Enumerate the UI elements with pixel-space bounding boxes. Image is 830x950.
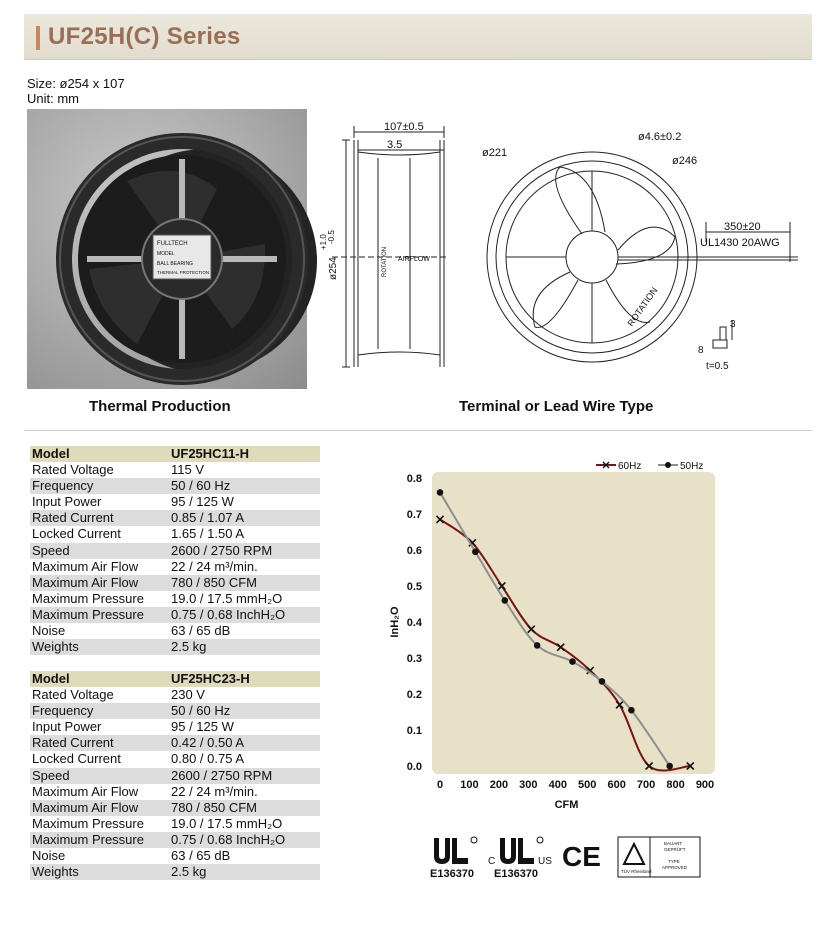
spec-value: 230 V [171,687,205,703]
spec-value: 2600 / 2750 RPM [171,767,273,783]
x-tick-label: 200 [489,779,509,791]
table-row [30,494,320,510]
spec-value: 115 V [171,462,205,478]
model-value: UF25HC11-H [171,446,250,461]
table-row [30,543,320,559]
table-header-row [30,671,320,687]
spec-label: Weights [32,864,79,880]
spec-value: 780 / 850 CFM [171,574,257,590]
spec-label: Maximum Air Flow [32,799,139,815]
side-rotation-label: ROTATION [382,246,388,277]
spec-value: 22 / 24 m³/min. [171,783,258,799]
y-tick-label: 0.8 [406,473,422,485]
spec-label: Input Power [32,494,102,510]
spec-label: Maximum Pressure [32,606,144,622]
table-row [30,832,320,848]
x-tick-label: 500 [578,779,597,791]
spec-label: Frequency [32,478,94,494]
spec-value: 95 / 125 W [171,494,234,510]
cul-us: US [538,856,552,867]
table-row [30,719,320,735]
table-row [30,735,320,751]
front-view [487,152,798,362]
ce-mark-icon: CE [562,841,601,872]
dim-term-t: t=0.5 [706,361,729,372]
tuv-logo-icon [618,837,700,877]
data-point-50hz [501,597,508,604]
spec-label: Maximum Air Flow [32,558,139,574]
spec-label: Rated Current [32,510,114,526]
fan-label-protect: THERMAL PROTECTION [157,270,210,275]
cul-c: C [488,856,496,867]
spec-table-uf25hc23 [30,671,320,880]
dim-depth: 107±0.5 [384,121,424,133]
y-tick-label: 0.0 [406,761,422,773]
model-label: Model [32,446,70,461]
x-tick-label: 100 [460,779,479,791]
table-row [30,510,320,526]
table-row [30,591,320,607]
tuv-name: TÜV Rheinland [621,869,652,874]
legend-label-50hz: 50Hz [680,461,704,472]
caption-drawing: Terminal or Lead Wire Type [459,398,654,415]
table-row [30,526,320,542]
table-row [30,607,320,623]
dimension-drawing [320,112,810,377]
spec-value: 2.5 kg [171,639,207,655]
table-row [30,687,320,703]
spec-label: Rated Voltage [32,687,114,703]
spec-value: 0.42 / 0.50 A [171,735,245,751]
dim-diameter: ø254 [328,257,339,280]
ul-code: E136370 [430,868,475,880]
dim-tol-plus: +1.0 [319,234,328,250]
data-point-50hz [534,642,541,649]
spec-value: 95 / 125 W [171,719,234,735]
spec-label: Frequency [32,703,94,719]
y-tick-label: 0.3 [406,653,422,665]
table-row [30,703,320,719]
ul-logo-icon [434,837,477,864]
table-row [30,575,320,591]
y-tick-label: 0.6 [406,545,422,557]
tuv-line2: GEPRÜFT [664,847,686,852]
dim-d246: ø246 [672,155,698,167]
x-tick-label: 800 [666,779,685,791]
data-point-50hz [599,678,606,685]
fan-label-bearing: BALL BEARING [157,261,193,267]
performance-chart [378,452,723,822]
dim-term-8: 8 [698,345,704,356]
table-row [30,848,320,864]
spec-value: 0.85 / 1.07 A [171,510,245,526]
x-tick-label: 900 [695,779,715,791]
dim-wire-length: 350±20 [724,221,761,233]
dim-tol-minus: -0.5 [327,230,336,244]
product-photo [27,109,307,389]
y-tick-label: 0.2 [406,689,422,701]
title-accent [36,26,40,50]
dim-d221: ø221 [482,147,508,159]
spec-label: Maximum Pressure [32,590,144,606]
data-point-50hz [472,549,479,556]
table-row [30,478,320,494]
spec-label: Locked Current [32,751,121,767]
title-bar [24,14,812,60]
y-axis-label: InH₂O [389,606,401,638]
x-tick-label: 300 [519,779,538,791]
spec-value: 1.65 / 1.50 A [171,526,245,542]
spec-label: Rated Current [32,735,114,751]
spec-label: Speed [32,767,70,783]
dim-hole: ø4.6±0.2 [638,131,682,143]
size-info [27,76,125,106]
side-view [332,126,448,367]
cul-logo-icon [488,837,552,867]
spec-value: 19.0 / 17.5 mmH₂O [171,815,283,831]
tuv-line3: TYPE [668,859,680,864]
spec-label: Maximum Pressure [32,815,144,831]
x-tick-label: 700 [636,779,656,791]
spec-value: 50 / 60 Hz [171,703,231,719]
y-tick-label: 0.1 [406,725,422,737]
spec-value: 0.75 / 0.68 InchH₂O [171,606,286,622]
spec-label: Locked Current [32,526,121,542]
fan-label-brand: FULLTECH [157,241,188,247]
spec-label: Rated Voltage [32,462,114,478]
cul-code: E136370 [494,868,539,880]
caption-photo: Thermal Production [89,398,231,415]
fan-label-model: MODEL [157,251,175,257]
table-header-row [30,446,320,462]
spec-value: 19.0 / 17.5 mmH₂O [171,590,283,606]
x-tick-label: 400 [548,779,567,791]
spec-value: 780 / 850 CFM [171,799,257,815]
dim-flange: 3.5 [387,139,403,151]
tuv-line4: APPROVED [662,865,688,870]
spec-label: Noise [32,623,66,639]
dim-wire-type: UL1430 20AWG [700,237,780,249]
tuv-line1: BAUART [664,841,683,846]
table-row [30,816,320,832]
spec-value: 2600 / 2750 RPM [171,542,273,558]
spec-label: Maximum Air Flow [32,783,139,799]
table-row [30,559,320,575]
x-axis-label: CFM [554,799,579,811]
table-row [30,639,320,655]
spec-value: 50 / 60 Hz [171,478,231,494]
table-row [30,768,320,784]
spec-value: 63 / 65 dB [171,848,231,864]
y-tick-label: 0.5 [406,581,422,593]
spec-value: 22 / 24 m³/min. [171,558,258,574]
y-tick-label: 0.7 [406,509,422,521]
model-label: Model [32,671,70,686]
table-row [30,800,320,816]
data-point-50hz [437,489,444,496]
unit-line: Unit: mm [27,91,79,106]
airflow-label: AIRFLOW [398,256,430,263]
y-tick-label: 0.4 [406,617,422,629]
table-row [30,751,320,767]
certification-logos [428,834,708,884]
size-line: Size: ø254 x 107 [27,76,125,91]
table-row [30,784,320,800]
spec-value: 0.80 / 0.75 A [171,751,245,767]
table-row [30,623,320,639]
legend-marker-50hz [665,462,671,468]
spec-value: 0.75 / 0.68 InchH₂O [171,831,286,847]
spec-value: 63 / 65 dB [171,623,231,639]
plot-background [432,472,715,774]
page-title: UF25H(C) Series [48,23,241,50]
spec-label: Weights [32,639,79,655]
model-value: UF25HC23-H [171,671,250,686]
spec-label: Maximum Pressure [32,831,144,847]
table-row [30,462,320,478]
dim-term-3: 3 [730,319,736,330]
x-tick-label: 600 [607,779,626,791]
data-point-50hz [666,763,673,770]
spec-value: 2.5 kg [171,864,207,880]
legend-label-60hz: 60Hz [618,461,642,472]
x-tick-label: 0 [436,779,444,791]
table-row [30,864,320,880]
spec-label: Maximum Air Flow [32,574,139,590]
data-point-50hz [569,658,576,665]
data-point-50hz [628,707,635,714]
spec-label: Input Power [32,719,102,735]
spec-table-uf25hc11 [30,446,320,655]
divider [24,430,812,431]
spec-label: Noise [32,848,66,864]
spec-label: Speed [32,542,70,558]
face-rotation-label: ROTATION [625,285,660,329]
